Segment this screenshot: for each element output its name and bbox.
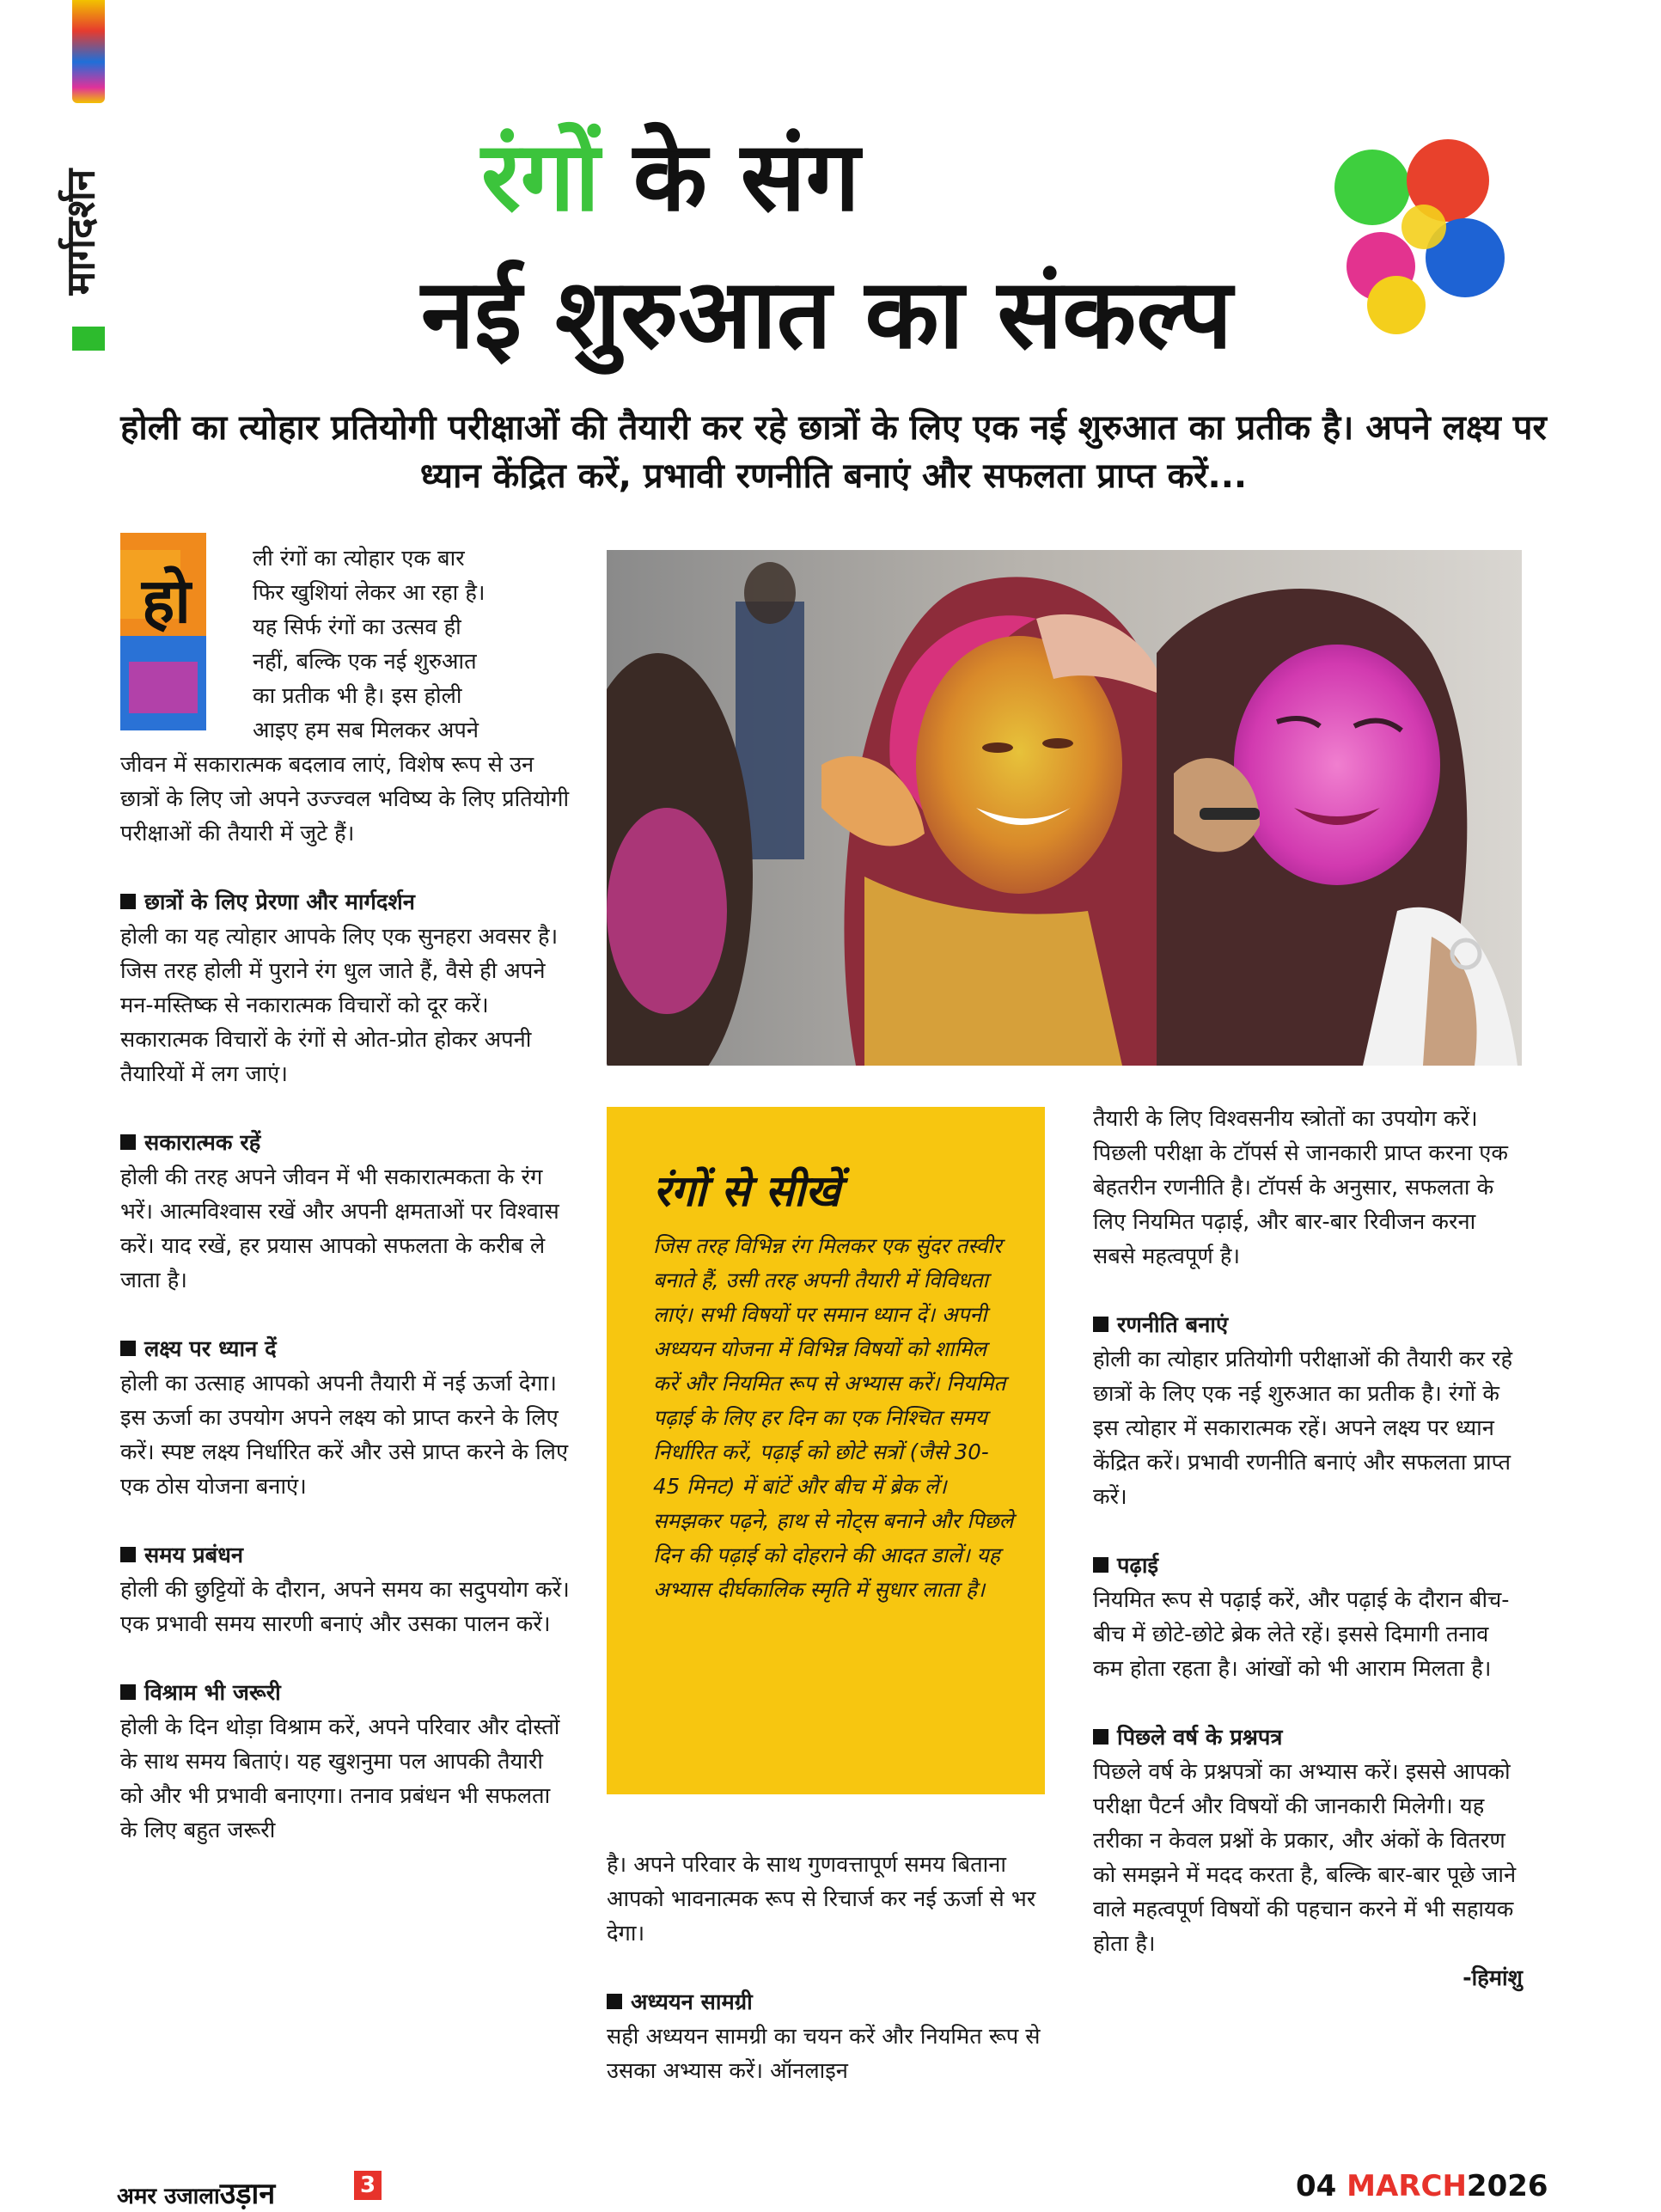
author-signature: -हिमांशु (1463, 1965, 1523, 1991)
section-body: पिछले वर्ष के प्रश्नपत्रों का अभ्यास करें। इससे आपको परीक्षा पैटर्न और विषयों की जानकारी मिलेगी। यह तरीका न केवल प्रश्नों के प्रकार, और अंकों के वितरण को समझने में मदद करता है, बल्कि बार-बार पूछे जाने वाले महत्वपूर्ण विषयों की पहचान करने में भी सहायक होता है। (1093, 1759, 1517, 1957)
section-body: होली का यह त्योहार आपके लिए एक सुनहरा अवसर है। जिस तरह होली में पुराने रंग धुल जाते हैं, वैसे ही अपने मन-मस्तिष्क से नकारात्मक विचारों को दूर करें। सकारात्मक विचारों के रंगों से ओत-प्रोत होकर अपनी तैयारियों में लग जाएं। (120, 924, 559, 1087)
section-heading: अध्ययन सामग्री (607, 1985, 1045, 2020)
square-bullet-icon (1093, 1557, 1108, 1573)
section-heading: समय प्रबंधन (120, 1538, 571, 1573)
issue-date: 04 MARCH2026 (1296, 2169, 1548, 2203)
headline-line-2: नई शुरुआत का संकल्प (421, 259, 1232, 370)
continued-paragraph: है। अपने परिवार के साथ गुणवत्तापूर्ण समय बिताना आपको भावनात्मक रूप से रिचार्ज कर नई ऊर्जा से भर देगा। (607, 1852, 1036, 1946)
section-heading: पिछले वर्ष के प्रश्नपत्र (1093, 1720, 1523, 1755)
column-3 (1093, 1102, 1523, 1995)
learn-box-body: जिस तरह विभिन्न रंग मिलकर एक सुंदर तस्वीर बनाते हैं, उसी तरह अपनी तैयारी में विविधता लाएं। सभी विषयों पर समान ध्यान दें। अपनी अध्ययन योजना में विभिन्न विषयों को शामिल करें और नियमित रूप से अभ्यास करें। नियमित पढ़ाई के लिए हर दिन का एक निश्चित समय निर्धारित करें, पढ़ाई को छोटे सत्रों (जैसे 30-45 मिनट) में बांटें और बीच में ब्रेक लें। समझकर पढ़ने, हाथ से नोट्स बनाने और पिछले दिन की पढ़ाई को दोहराने की आदत डालें। यह अभ्यास दीर्घकालिक स्मृति में सुधार लाता है। (653, 1233, 1014, 1602)
square-bullet-icon (1093, 1729, 1108, 1745)
dropcap-letter: हो (142, 564, 191, 637)
section-heading: लक्ष्य पर ध्यान दें (120, 1332, 571, 1366)
column-2 (607, 1848, 1045, 2088)
section-body: नियमित रूप से पढ़ाई करें, और पढ़ाई के दौरान बीच-बीच में छोटे-छोटे ब्रेक लेते रहें। इससे दिमागी तनाव कम होता रहता है। आंखों को भी आराम मिलता है। (1093, 1587, 1510, 1682)
square-bullet-icon (1093, 1317, 1108, 1332)
section-label: मार्गदर्शन (57, 168, 103, 296)
continued-paragraph: तैयारी के लिए विश्वसनीय स्त्रोतों का उपयोग करें। पिछली परीक्षा के टॉपर्स से जानकारी प्राप्त करना एक बेहतरीन रणनीति है। टॉपर्स के अनुसार, सफलता के लिए नियमित पढ़ाई, और बार-बार रिवीजन करना सबसे महत्वपूर्ण है। (1093, 1106, 1508, 1269)
square-bullet-icon (120, 1547, 136, 1562)
lead-line: आइए हम सब मिलकर अपने (253, 718, 479, 743)
column-1 (120, 748, 571, 1848)
square-bullet-icon (120, 894, 136, 909)
square-bullet-icon (120, 1134, 136, 1150)
section-body: सही अध्ययन सामग्री का चयन करें और नियमित रूप से उसका अभ्यास करें। ऑनलाइन (607, 2024, 1041, 2084)
headline-line-1: रंगों के संग (481, 121, 860, 233)
strip-green-block (72, 327, 105, 351)
section-body: होली का उत्साह आपको अपनी तैयारी में नई ऊर्जा देगा। इस ऊर्जा का उपयोग अपने लक्ष्य को प्राप्त करने के लिए करें। स्पष्ट लक्ष्य निर्धारित करें और उसे प्राप्त करने के लिए एक ठोस योजना बनाएं। (120, 1371, 569, 1500)
lead-line: यह सिर्फ रंगों का उत्सव ही (253, 614, 461, 640)
paint-splash-strip (72, 0, 105, 103)
intro-deck: होली का त्योहार प्रतियोगी परीक्षाओं की तैयारी कर रहे छात्रों के लिए एक नई शुरुआत का प्रतीक है। अपने लक्ष्य पर ध्यान केंद्रित करें, प्रभावी रणनीति बनाएं और सफलता प्राप्त करें... (120, 408, 1547, 496)
section-body: होली की तरह अपने जीवन में भी सकारात्मकता के रंग भरें। आत्मविश्वास रखें और अपनी क्षमताओं पर विश्वास करें। याद रखें, हर प्रयास आपको सफलता के करीब ले जाता है। (120, 1164, 559, 1293)
column-1-lead-top (253, 541, 571, 748)
section-body: होली का त्योहार प्रतियोगी परीक्षाओं की तैयारी कर रहे छात्रों के लिए एक नई शुरुआत का प्रतीक है। रंगों के इस त्योहार में सकारात्मक रहें। अपने लक्ष्य पर ध्यान केंद्रित करें। प्रभावी रणनीति बनाएं और सफलता प्राप्त करें। (1093, 1347, 1513, 1510)
holi-celebration-photo (607, 550, 1522, 1066)
lead-paragraph-rest: जीवन में सकारात्मक बदलाव लाएं, विशेष रूप से उन छात्रों के लिए जो अपने उज्ज्वल भविष्य के लिए प्रतियोगी परीक्षाओं की तैयारी में जुटे हैं। (120, 752, 570, 846)
page-number: 3 (354, 2171, 382, 2200)
section-heading: छात्रों के लिए प्रेरणा और मार्गदर्शन (120, 885, 571, 920)
section-heading: सकारात्मक रहें (120, 1126, 571, 1160)
brand-logo: अमर उजालाउड़ान (117, 2177, 276, 2211)
square-bullet-icon (120, 1341, 136, 1356)
square-bullet-icon (607, 1994, 622, 2009)
lead-line: नहीं, बल्कि एक नई शुरुआत (253, 649, 477, 675)
square-bullet-icon (120, 1684, 136, 1700)
learn-box-title: रंगों से सीखें (653, 1166, 840, 1216)
section-heading: पढ़ाई (1093, 1549, 1523, 1583)
lead-line: फिर खुशियां लेकर आ रहा है। (253, 580, 485, 606)
section-heading: विश्राम भी जरूरी (120, 1676, 571, 1710)
section-body: होली के दिन थोड़ा विश्राम करें, अपने परिवार और दोस्तों के साथ समय बिताएं। यह खुशनुमा पल आपकी तैयारी को और भी प्रभावी बनाएगा। तनाव प्रबंधन भी सफलता के लिए बहुत जरूरी (120, 1714, 560, 1843)
section-heading: रणनीति बनाएं (1093, 1308, 1523, 1342)
section-body: होली की छुट्टियों के दौरान, अपने समय का सदुपयोग करें। एक प्रभावी समय सारणी बनाएं और उसका पालन करें। (120, 1577, 570, 1637)
lead-line: का प्रतीक भी है। इस होली (253, 683, 462, 709)
color-powder-icon (1328, 137, 1525, 335)
lead-line: ली रंगों का त्योहार एक बार (253, 546, 465, 571)
